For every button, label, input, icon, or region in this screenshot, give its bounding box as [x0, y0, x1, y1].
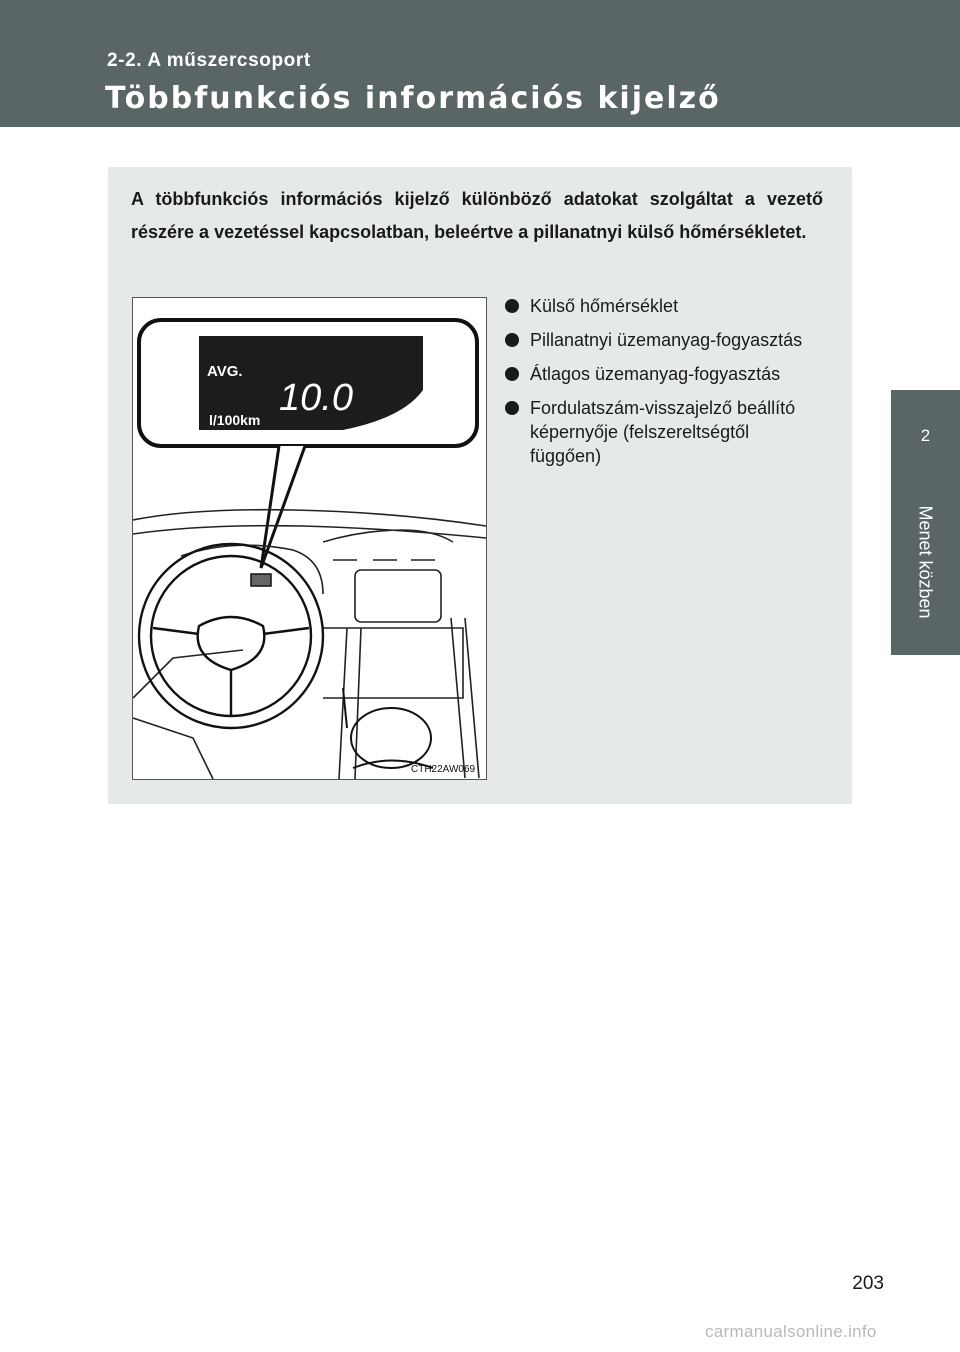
side-tab-header-block — [891, 0, 960, 127]
intro-paragraph: A többfunkciós információs kijelző különböző adatokat szolgáltat a vezető részére a vezetéssel kapcsolatban, beleértve a pillanatnyi külső hőmérsékletet. — [131, 189, 823, 242]
bullet-icon — [505, 367, 519, 381]
chapter-side-tab — [891, 0, 960, 1352]
figure-code: CTH22AW069 — [411, 764, 476, 775]
list-item-text: Átlagos üzemanyag-fogyasztás — [530, 364, 781, 384]
steering-wheel — [139, 544, 323, 728]
page-title: Többfunkciós információs kijelző — [105, 81, 721, 116]
list-item — [505, 362, 823, 386]
display-unit: l/100km — [209, 412, 261, 428]
page-number: 203 — [852, 1273, 884, 1294]
chapter-number: 2 — [920, 426, 931, 445]
display-location-marker — [251, 574, 271, 586]
callout-pointer — [261, 446, 305, 568]
list-item — [505, 328, 823, 352]
dashboard-drawing — [133, 298, 486, 779]
list-item-text: Pillanatnyi üzemanyag-fogyasztás — [530, 330, 803, 350]
list-item-text: Fordulatszám-visszajelző beállító képernyője (felszereltségtől függően) — [530, 398, 796, 466]
list-item-text: Külső hőmérséklet — [530, 296, 679, 316]
watermark: carmanualsonline.info — [705, 1322, 877, 1341]
list-item — [505, 294, 823, 318]
display-value: 10.0 — [279, 377, 353, 419]
page-header — [0, 0, 891, 127]
section-title: 2-2. A műszercsoport — [107, 50, 311, 71]
bullet-icon — [505, 333, 519, 347]
display-mode-label: AVG. — [207, 363, 243, 380]
list-item — [505, 396, 823, 468]
bullet-icon — [505, 401, 519, 415]
dashboard-illustration — [132, 297, 487, 780]
bullet-icon — [505, 299, 519, 313]
chapter-label: Menet közben — [915, 505, 936, 619]
feature-list — [505, 294, 823, 478]
